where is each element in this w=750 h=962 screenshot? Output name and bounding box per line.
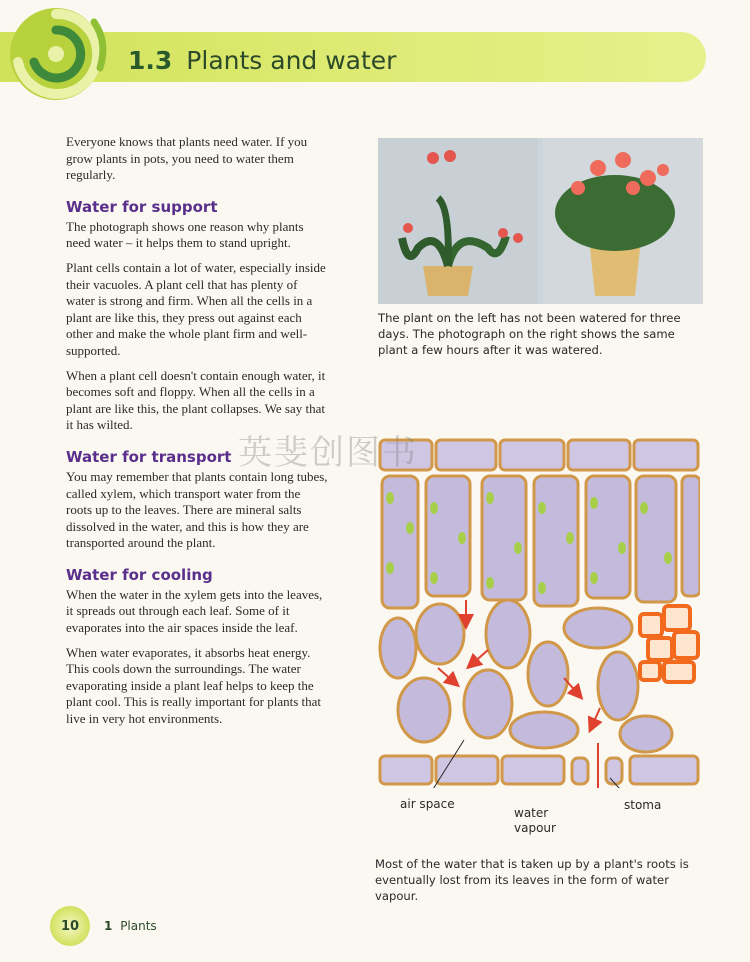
chapter-name: Plants [120,919,157,933]
paragraph: When a plant cell doesn't contain enough water, it becomes soft and floppy. When all the cells in a plant are like this, the plant collapses. We say that it has wilted. [66,367,326,433]
chapter-number: 1 [104,919,113,933]
heading-transport: Water for transport [66,447,232,466]
footer-chapter [104,919,157,933]
intro-paragraph: Everyone knows that plants need water. If you grow plants in pots, you need to water them regularly. [66,134,308,183]
label-air-space: air space [400,797,455,811]
paragraph: When the water in the xylem gets into the leaves, it spreads out through each leaf. Some of it evaporates into the air spaces inside the leaf. [66,586,323,636]
watermark: 英斐创图书 [238,433,418,473]
paragraph: Plant cells contain a lot of water, especially inside their vacuoles. A plant cell that has plenty of water is strong and firm. When all the cells in a plant are like this, they press out against each other and make the whole plant firm and well-supported. [66,259,326,358]
page-number-badge [50,906,90,946]
paragraph: When water evaporates, it absorbs heat energy. This cools down the surroundings. The water evaporating inside a plant leaf helps to keep the plant cool. This is really important for plants that live in very hot environments. [66,644,322,727]
page-number: 10 [60,918,80,934]
page-title [128,40,396,80]
vein-xylem [640,606,698,682]
paragraph: You may remember that plants contain long tubes, called xylem, which transport water from the roots up to the leaves. There are mineral salts dissolved in the water, and this is how they are transported around the plant. [66,468,328,551]
photo-caption: The plant on the left has not been watered for three days. The photograph on the right shows the same plant a few hours after it was watered. [378,311,681,357]
diagram-caption: Most of the water that is taken up by a plant's roots is eventually lost from its leaves in the form of water vapour. [375,857,689,903]
label-stoma: stoma [624,798,662,812]
section-number: 1.3 [128,45,173,75]
lower-epidermis [380,756,698,784]
swirl-logo-icon [4,2,116,104]
heading-cooling: Water for cooling [66,565,213,584]
plant-photograph [378,138,703,304]
label-water-vapour: water vapour [514,806,556,835]
section-title: Plants and water [186,45,397,75]
upper-epidermis [380,440,698,470]
heading-support: Water for support [66,197,218,216]
leaf-cross-section-diagram [378,438,700,788]
paragraph: The photograph shows one reason why plants need water – it helps them to stand upright. [66,218,304,251]
